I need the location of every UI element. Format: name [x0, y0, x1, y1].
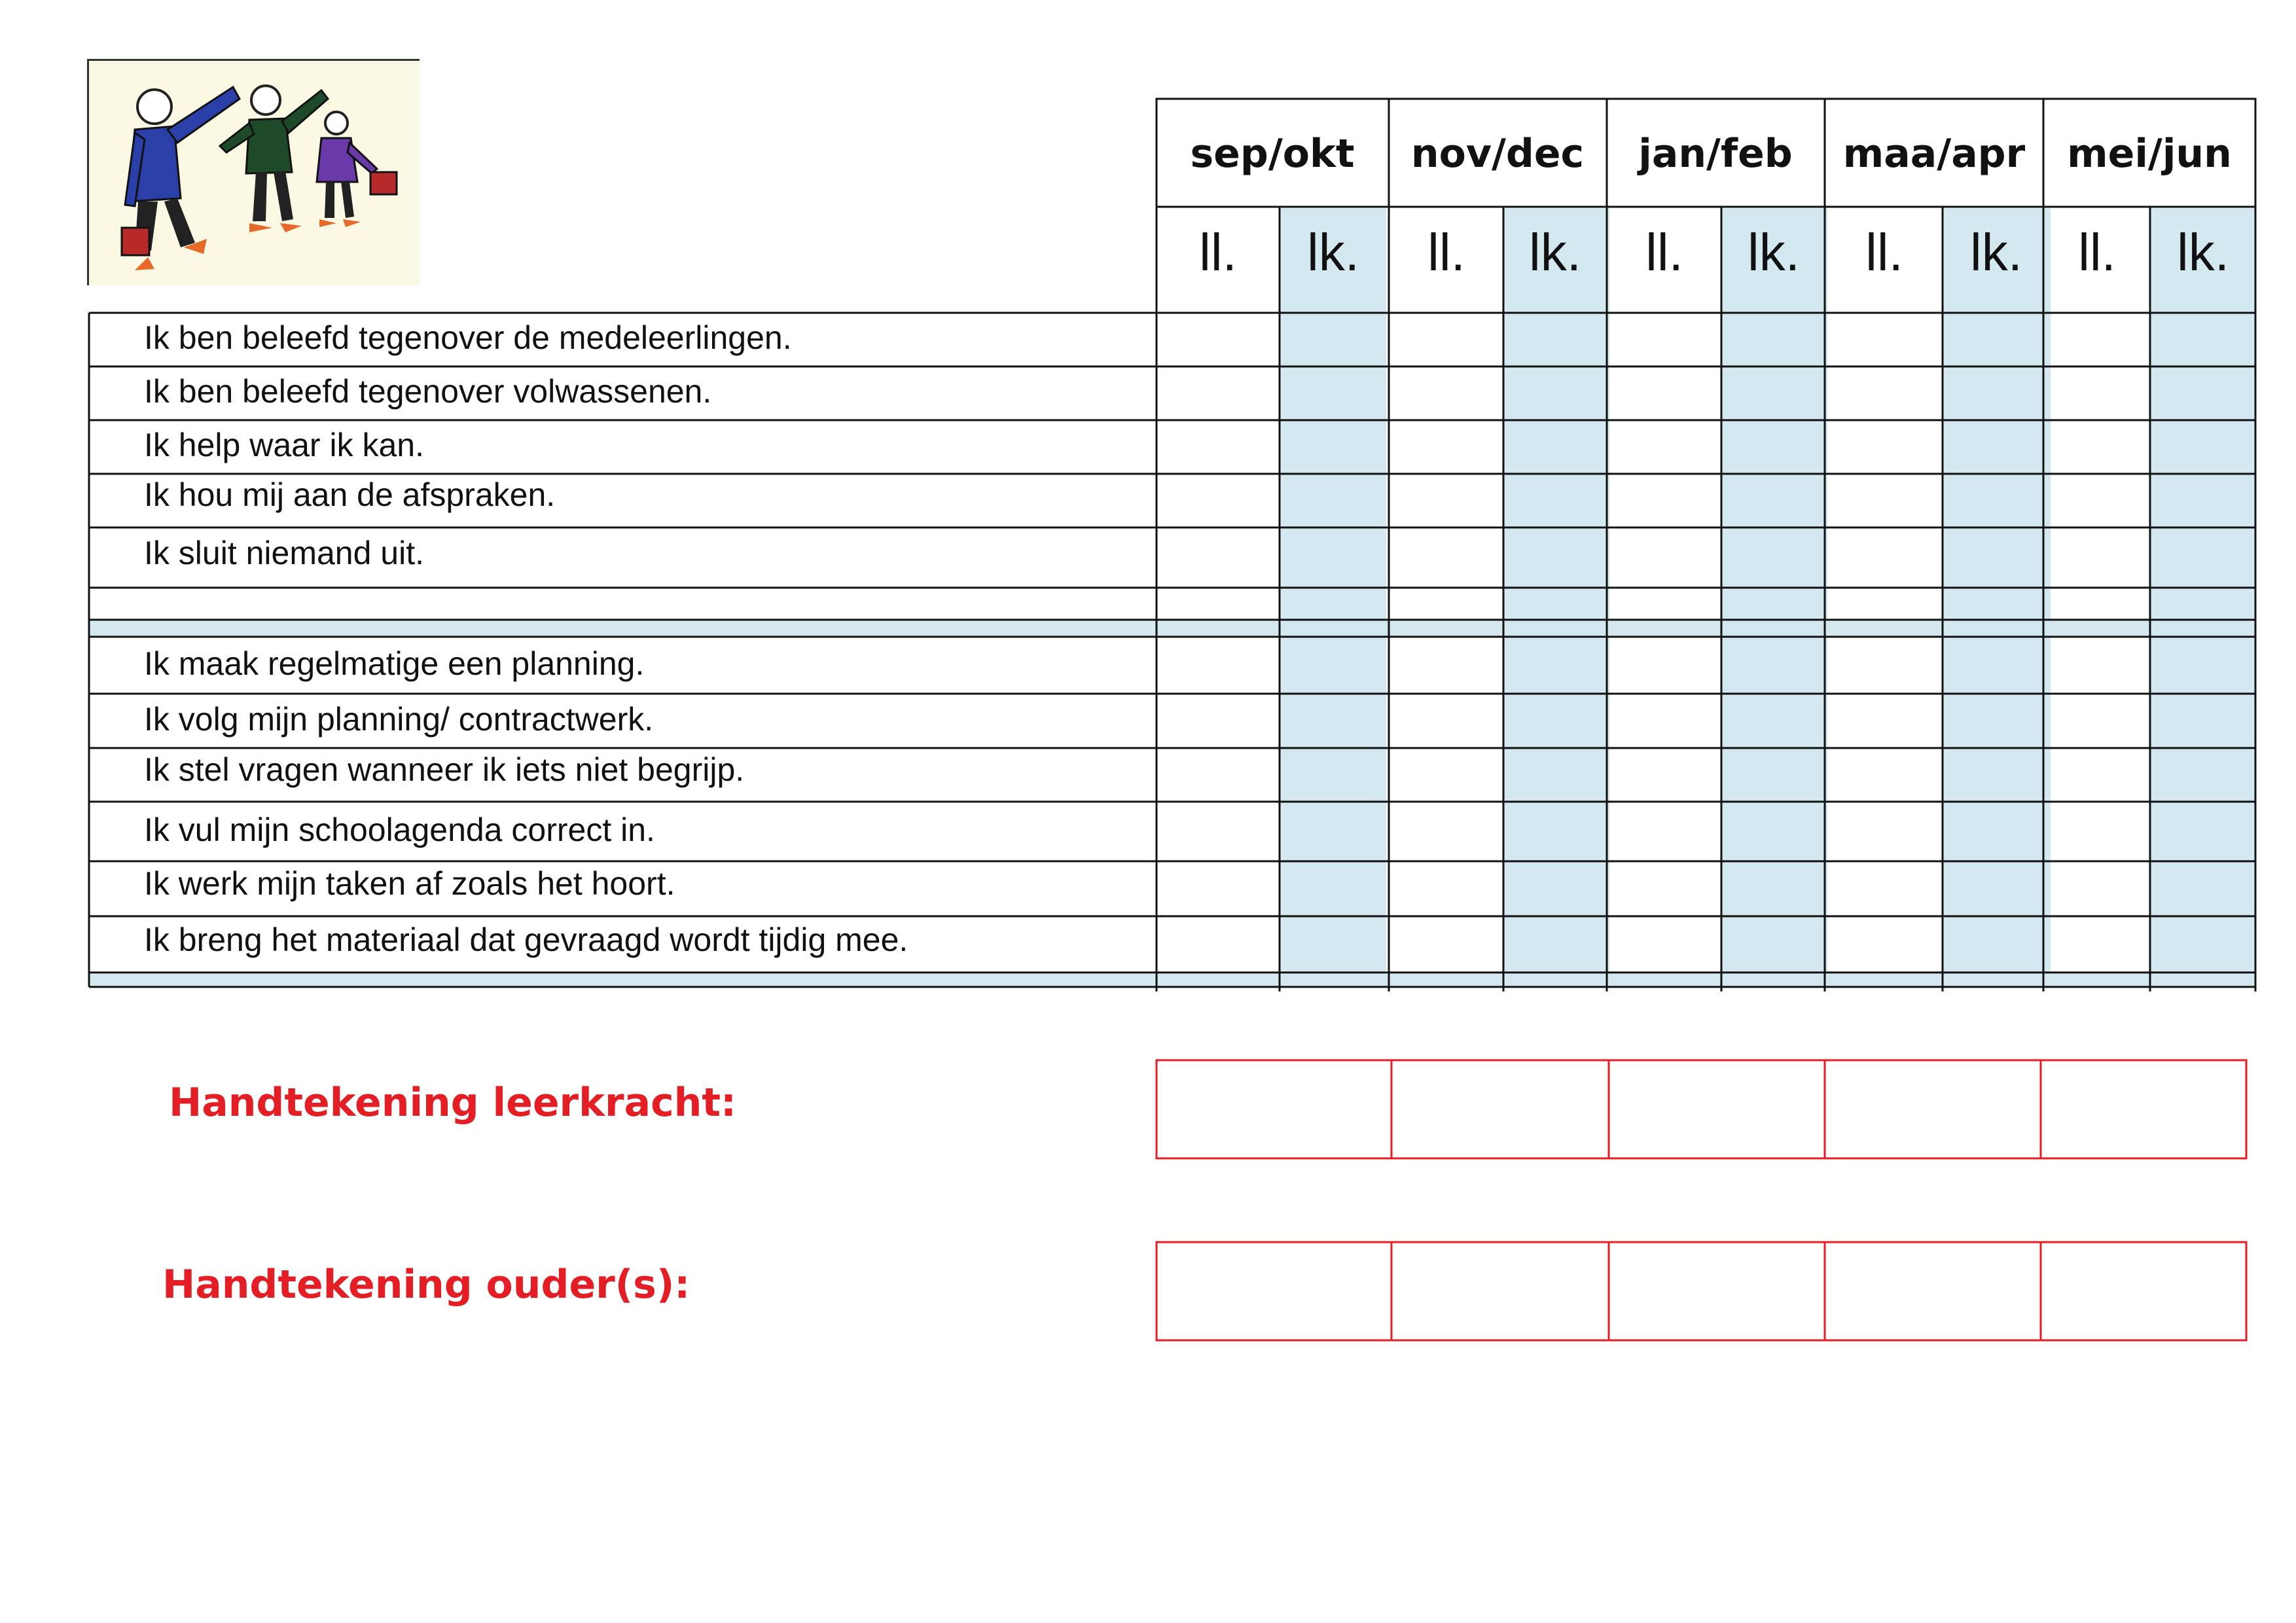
- period-header-sep-okt: sep/okt: [1190, 131, 1355, 177]
- subheader-ll-3: ll.: [1645, 223, 1683, 281]
- subheader-lk-4: lk.: [1970, 223, 2022, 281]
- subheader-ll-1: ll.: [1199, 223, 1237, 281]
- period-header-maa-apr: maa/apr: [1842, 131, 2026, 177]
- subheader-lk-3: lk.: [1748, 223, 1800, 281]
- behavior-item: Ik ben beleefd tegenover volwassenen.: [144, 373, 712, 410]
- subheader-lk-1: lk.: [1307, 223, 1359, 281]
- period-header-mei-jun: mei/jun: [2067, 131, 2232, 177]
- work-attitude-item: Ik volg mijn planning/ contractwerk.: [144, 701, 654, 738]
- signature-boxes: [1157, 1060, 2246, 1340]
- subheader-ll-2: ll.: [1427, 223, 1465, 281]
- period-header-nov-dec: nov/dec: [1410, 131, 1585, 177]
- teacher-signature-label: Handtekening leerkracht:: [169, 1080, 737, 1126]
- behavior-item: Ik help waar ik kan.: [144, 427, 424, 463]
- work-attitude-item: Ik maak regelmatige een planning.: [144, 645, 645, 682]
- subheader-ll-4: ll.: [1865, 223, 1903, 281]
- work-attitude-item: Ik stel vragen wanneer ik iets niet begrijp.: [144, 751, 745, 788]
- behavior-item: Ik sluit niemand uit.: [144, 535, 424, 571]
- work-attitude-item: Ik vul mijn schoolagenda correct in.: [144, 812, 655, 848]
- subheader-lk-5: lk.: [2177, 223, 2229, 281]
- behavior-item: Ik ben beleefd tegenover de medeleerlingen.: [144, 319, 792, 356]
- work-attitude-item: Ik werk mijn taken af zoals het hoort.: [144, 865, 675, 902]
- behavior-item: Ik hou mij aan de afspraken.: [144, 476, 556, 513]
- teacher-signature-row: [1157, 1060, 2246, 1158]
- subheader-ll-5: ll.: [2078, 223, 2116, 281]
- parent-signature-label: Handtekening ouder(s):: [162, 1262, 691, 1308]
- period-header-jan-feb: jan/feb: [1638, 131, 1793, 177]
- subheader-lk-2: lk.: [1529, 223, 1581, 281]
- parent-signature-row: [1157, 1242, 2246, 1340]
- work-attitude-item: Ik breng het materiaal dat gevraagd wordt tijdig mee.: [144, 921, 908, 958]
